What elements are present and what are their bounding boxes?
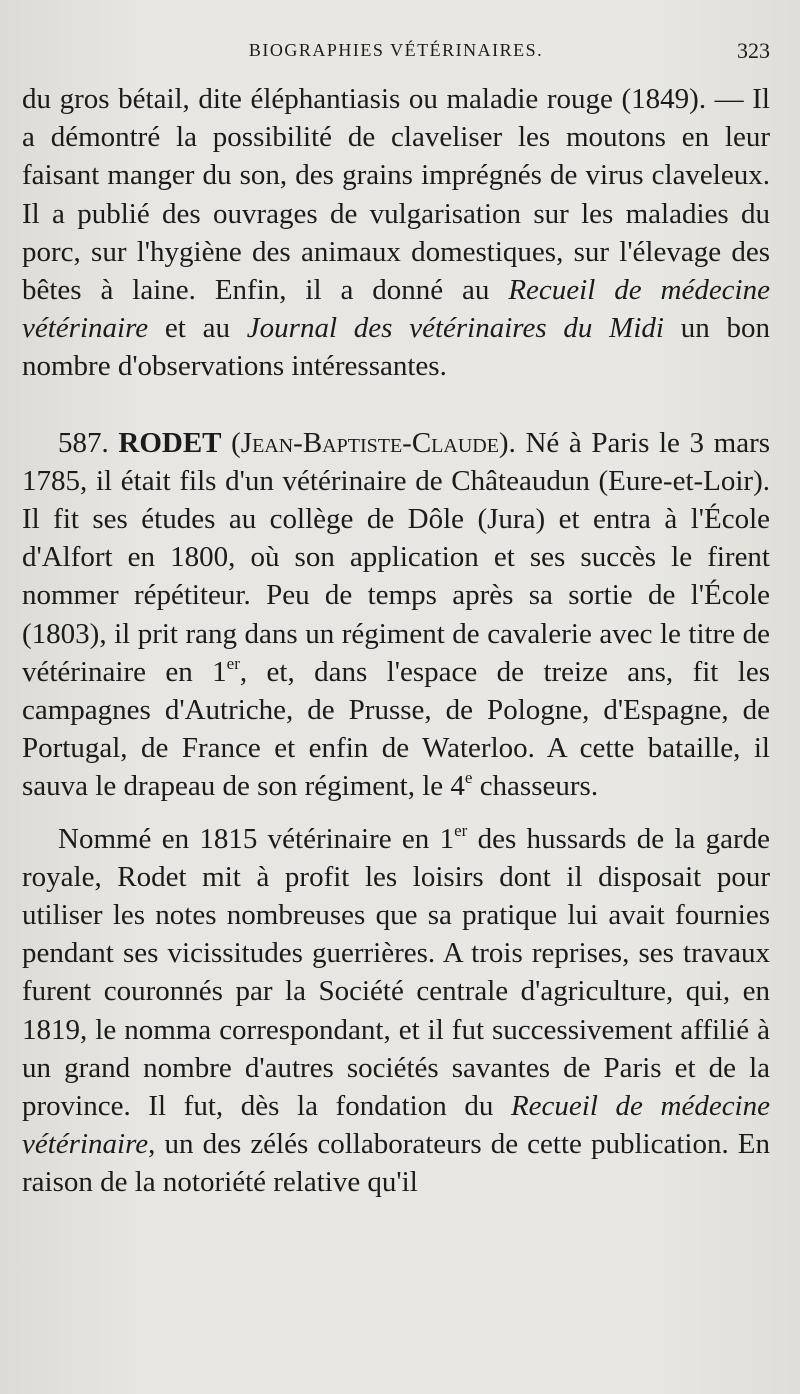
- entry-number: 587.: [58, 426, 119, 459]
- second-text-3: , un des zélés collaborateurs de cette publication. En raison de la notoriété relative qu'il: [22, 1128, 770, 1199]
- entry-superscript-2: e: [464, 768, 473, 788]
- continued-italic-title-1: Recueil de médecine vétérinaire: [22, 274, 770, 345]
- second-paragraph: [22, 820, 770, 1202]
- entry-text-2: , et, dans l'espace de treize ans, fit les campagnes d'Autriche, de Prusse, de Pologne, d'Espagne, de Portugal, de France et enfin de Waterloo. A cette bataille, il sauva le drapeau de son régiment, le 4: [22, 655, 770, 803]
- continued-text-1: du gros bétail, dite éléphantiasis ou maladie rouge (1849). — Il a démontré la possibilité de claveliser les moutons en leur faisant manger du son, des grains imprégnés de virus claveleux. Il a publié des ouvrages de vulgarisation sur les maladies du porc, sur l'hygiène des animaux domestiques, sur l'élevage des bêtes à laine. Enfin, il a donné au: [22, 83, 770, 307]
- entry-forenames: (Jean-Baptiste-Claude): [221, 426, 509, 459]
- continued-paragraph: [22, 80, 770, 386]
- page-number: 323: [737, 38, 770, 63]
- continued-text-2: et au: [148, 312, 247, 345]
- running-head: [22, 34, 770, 74]
- second-text-1: Nommé en 1815 vétérinaire en 1: [58, 822, 455, 855]
- entry-text-1: . Né à Paris le 3 mars 1785, il était fils d'un vétérinaire de Châteaudun (Eure-et-Loir). Il fit ses études au collège de Dôle (Jura) et entra à l'École d'Alfort en 1800, où son application et ses succès le firent nommer répétiteur. Peu de temps après sa sortie de l'École (1803), il prit rang dans un régiment de cavalerie avec le titre de vétérinaire en 1: [22, 426, 771, 688]
- continued-italic-title-2: Journal des vétérinaires du Midi: [246, 312, 664, 345]
- entry-name: RODET: [118, 426, 222, 459]
- entry-text-3: chasseurs.: [472, 770, 599, 803]
- entry-superscript-1: er: [226, 653, 240, 673]
- body-text: [22, 80, 770, 1202]
- running-title: BIOGRAPHIES VÉTÉRINAIRES.: [248, 40, 544, 60]
- second-italic-title-1: Recueil de médecine vétérinaire: [22, 1090, 770, 1161]
- entry-587-paragraph: [22, 424, 770, 806]
- second-text-2: des hussards de la garde royale, Rodet mit à profit les loisirs dont il disposait pour utiliser les notes nombreuses que sa pratique lui avait fournies pendant ses vicissitudes guerrières. A trois reprises, ses travaux furent couronnés par la Société centrale d'agriculture, qui, en 1819, le nomma correspondant, et il fut successivement affilié à un grand nombre d'autres sociétés savantes de Paris et de la province. Il fut, dès la fondation du: [22, 822, 770, 1123]
- continued-text-3: un bon nombre d'observations intéressantes.: [22, 312, 770, 383]
- second-superscript-1: er: [454, 820, 468, 840]
